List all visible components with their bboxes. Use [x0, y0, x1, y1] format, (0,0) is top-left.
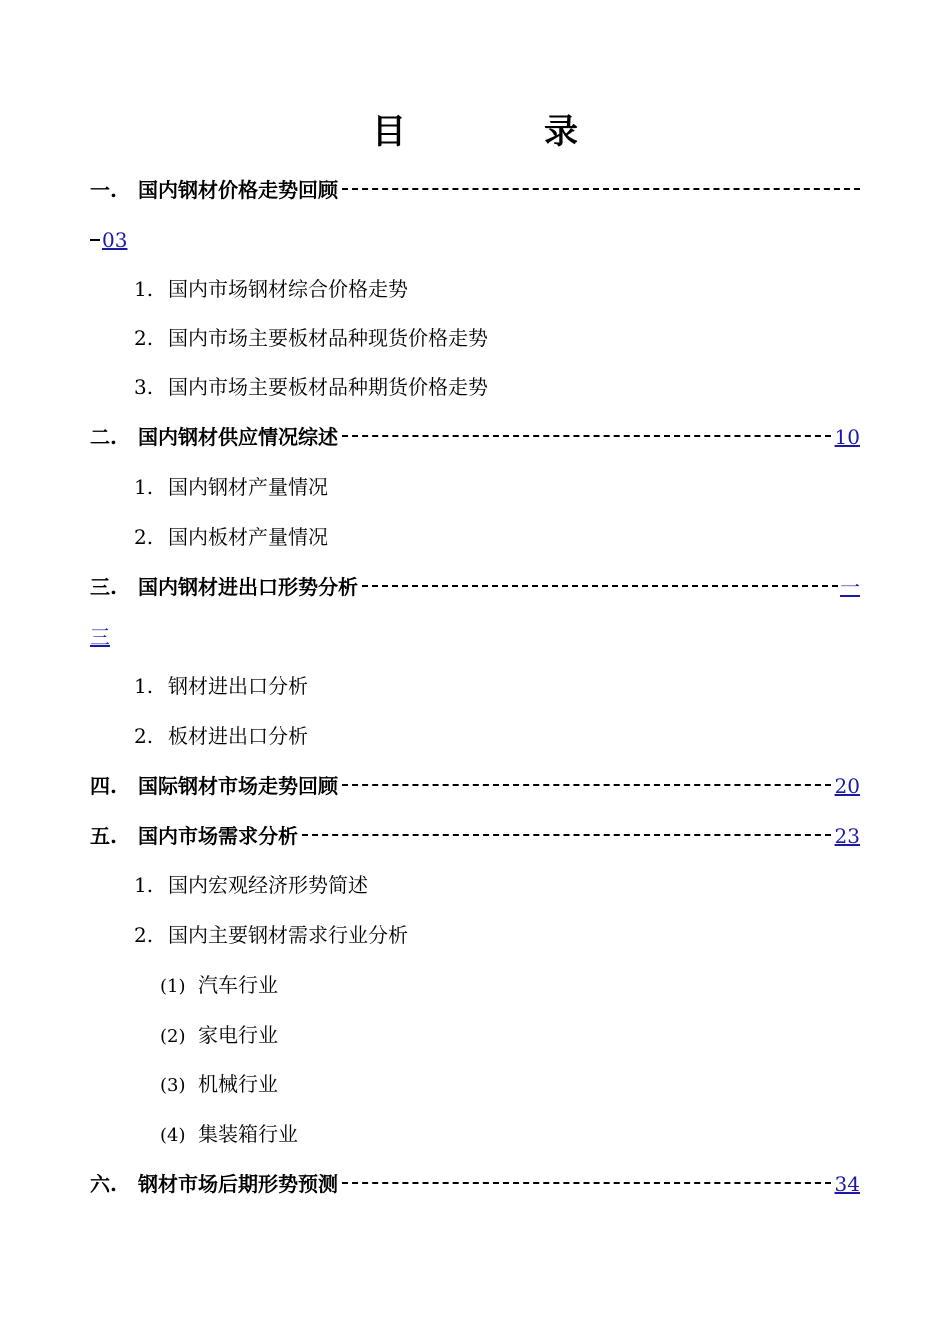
item-label: 板材进出口分析	[168, 724, 308, 748]
section-number: 六.	[90, 1172, 117, 1196]
page-link[interactable]: 10	[834, 425, 860, 449]
subitem-label: 家电行业	[198, 1023, 278, 1047]
item-label: 国内市场钢材综合价格走势	[168, 277, 408, 301]
section-number: 五.	[90, 824, 117, 848]
toc-item[interactable]	[134, 471, 328, 503]
section-label: 国际钢材市场走势回顾	[138, 774, 338, 798]
section-label: 国内钢材价格走势回顾	[138, 178, 338, 202]
section-number: 四.	[90, 774, 117, 798]
toc-item[interactable]	[134, 322, 488, 354]
item-number: 1.	[134, 674, 154, 698]
dot-leader	[342, 1168, 831, 1184]
item-number: 1.	[134, 873, 154, 897]
item-number: 2.	[134, 525, 154, 549]
toc-item[interactable]	[134, 720, 308, 752]
item-label: 钢材进出口分析	[168, 674, 308, 698]
toc-item[interactable]	[134, 521, 328, 553]
subitem-label: 机械行业	[198, 1072, 278, 1096]
section-number: 一.	[90, 178, 117, 202]
item-label: 国内主要钢材需求行业分析	[168, 923, 408, 947]
item-label: 国内钢材产量情况	[168, 475, 328, 499]
page-link[interactable]: 一	[840, 575, 860, 599]
subitem-number: (2)	[160, 1026, 186, 1047]
toc-section-3-page-row	[90, 621, 110, 653]
toc-section-6[interactable]	[90, 1168, 860, 1200]
toc-item[interactable]	[134, 919, 408, 951]
item-number: 2.	[134, 326, 154, 350]
toc-section-4[interactable]	[90, 770, 860, 802]
subitem-label: 集装箱行业	[198, 1122, 298, 1146]
dot-leader	[342, 174, 860, 190]
subitem-label: 汽车行业	[198, 973, 278, 997]
item-label: 国内市场主要板材品种现货价格走势	[168, 326, 488, 350]
item-number: 1.	[134, 475, 154, 499]
subitem-number: (4)	[160, 1125, 186, 1146]
toc-subitem[interactable]	[160, 969, 278, 1001]
page-link[interactable]: 34	[834, 1172, 860, 1196]
item-number: 1.	[134, 277, 154, 301]
page-link[interactable]: 20	[834, 774, 860, 798]
toc-section-1-page-row	[90, 224, 127, 256]
toc-item[interactable]	[134, 670, 308, 702]
toc-item[interactable]	[134, 371, 488, 403]
item-label: 国内板材产量情况	[168, 525, 328, 549]
item-number: 2.	[134, 923, 154, 947]
toc-section-3[interactable]	[90, 571, 860, 603]
toc-section-5[interactable]	[90, 820, 860, 852]
dot-leader	[302, 820, 831, 836]
section-label: 国内钢材进出口形势分析	[138, 575, 358, 599]
toc-subitem[interactable]	[160, 1019, 278, 1051]
page-link[interactable]: 23	[834, 824, 860, 848]
section-number: 二.	[90, 425, 117, 449]
page-link-continued[interactable]: 三	[90, 625, 110, 649]
dot-leader	[90, 239, 100, 241]
subitem-number: (3)	[160, 1075, 186, 1096]
toc-subitem[interactable]	[160, 1118, 298, 1150]
toc-section-1[interactable]	[90, 174, 860, 206]
toc-item[interactable]	[134, 273, 408, 305]
section-label: 国内钢材供应情况综述	[138, 425, 338, 449]
item-label: 国内市场主要板材品种期货价格走势	[168, 375, 488, 399]
toc-item[interactable]	[134, 869, 368, 901]
toc-section-2[interactable]	[90, 421, 860, 453]
item-label: 国内宏观经济形势简述	[168, 873, 368, 897]
section-label: 国内市场需求分析	[138, 824, 298, 848]
toc-subitem[interactable]	[160, 1068, 278, 1100]
dot-leader	[342, 421, 831, 437]
item-number: 3.	[134, 375, 154, 399]
toc-title: 目 录	[372, 112, 630, 152]
section-number: 三.	[90, 575, 117, 599]
subitem-number: (1)	[160, 976, 186, 997]
dot-leader	[362, 571, 838, 587]
item-number: 2.	[134, 724, 154, 748]
page-link[interactable]: 03	[102, 228, 128, 252]
section-label: 钢材市场后期形势预测	[138, 1172, 338, 1196]
dot-leader	[342, 770, 831, 786]
